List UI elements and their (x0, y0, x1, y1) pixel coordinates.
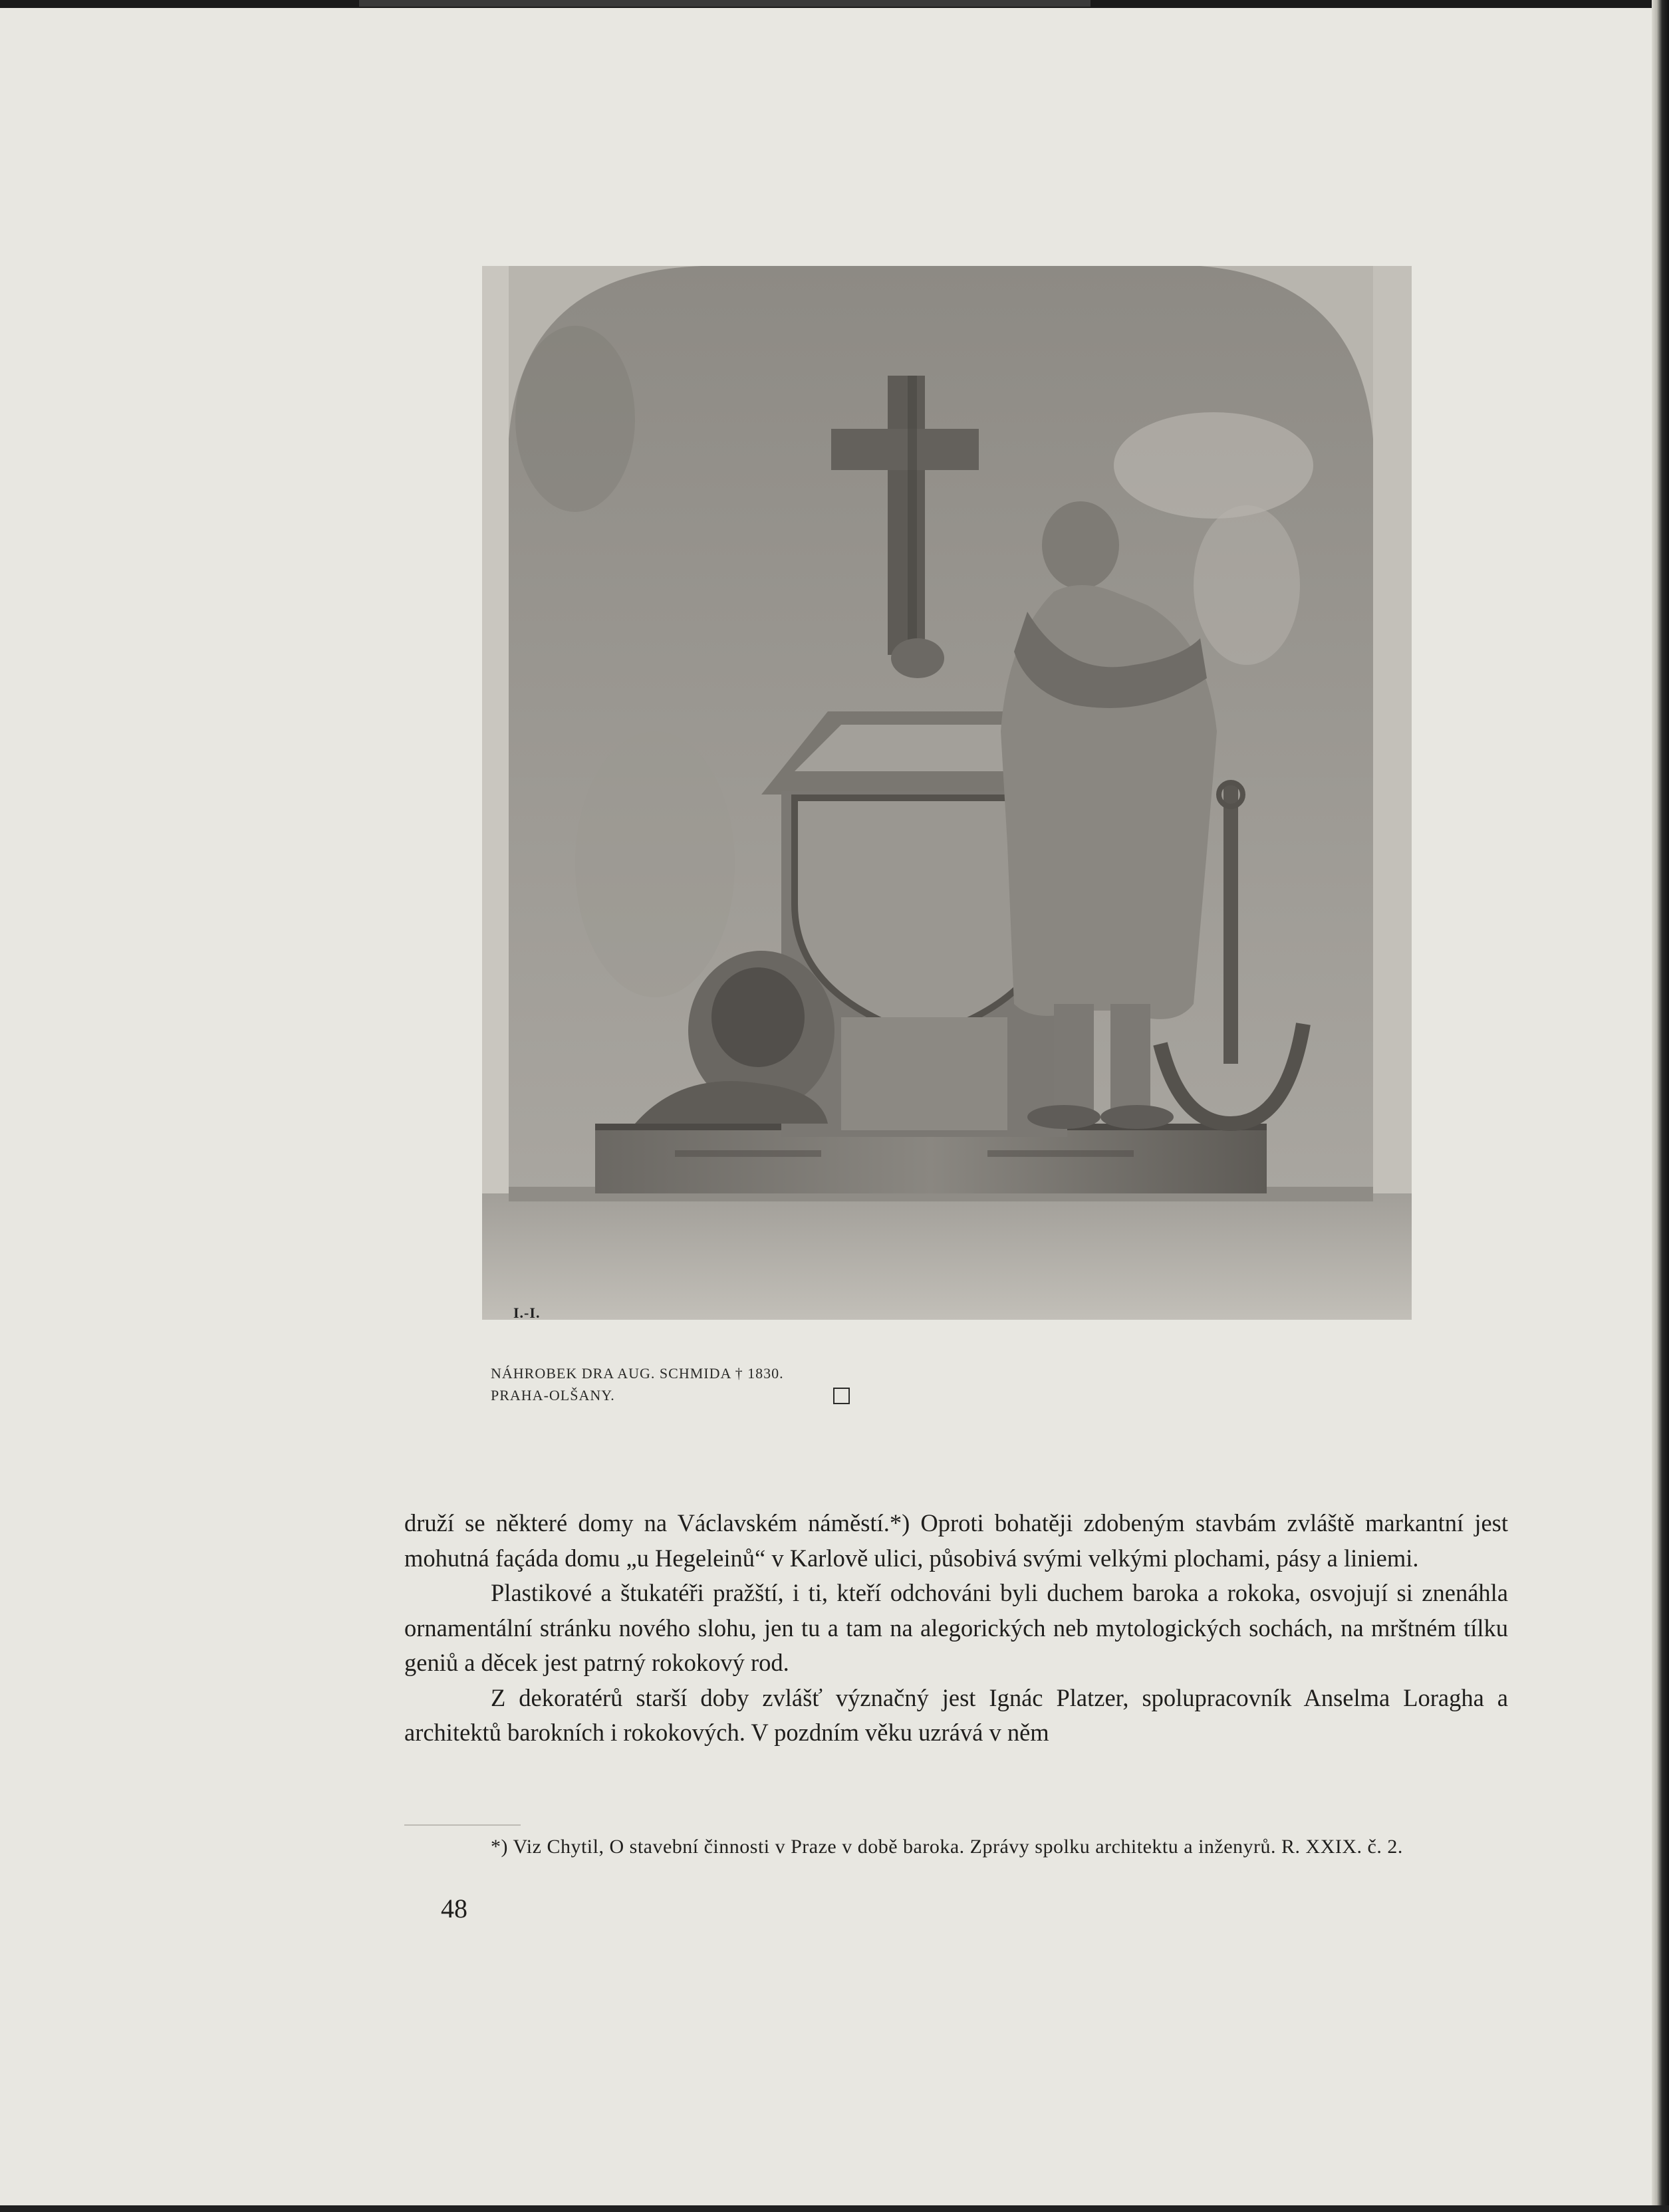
photo-corner-mark: I.-I. (513, 1304, 541, 1321)
paragraph: Z dekoratérů starší doby zvlášť význačný jest Ignác Platzer, spolupracovník Anselma Loragha a architektů barokních i rokokových. V pozdním věku uzrává v něm (404, 1683, 1508, 1746)
footnote (404, 1830, 1422, 1864)
paragraph: druží se některé domy na Václavském náměstí.*) Oproti bohatěji zdobeným stavbám zvláště markantní jest mohutná façáda domu „u Hegeleinů“ v Karlově ulici, působivá svými velkými plochami, pásy a liniemi. (404, 1509, 1508, 1572)
paragraph: Plastikové a štukatéři pražští, i ti, kteří odchováni byli duchem baroka a rokoka, osvojují si znenáhla ornamentální stránku nového slohu, jen tu a tam na alegorických neb mytologických sochách, na mrštném tílku geniů a děcek jest patrný rokokový rod. (404, 1579, 1508, 1676)
footnote-rule (404, 1824, 521, 1826)
page-binding-edge (1652, 0, 1669, 2212)
tomb-illustration (482, 266, 1412, 1320)
caption-line-1: NÁHROBEK DRA AUG. SCHMIDA † 1830. (491, 1365, 784, 1382)
page-top-edge (0, 0, 1669, 8)
body-text (404, 1506, 1508, 1751)
footnote-text: *) Viz Chytil, O stavební činnosti v Praze v době baroka. Zprávy spolku architektu a inženyrů. R. XXIX. č. 2. (491, 1836, 1403, 1858)
page-number: 48 (441, 1894, 467, 1923)
tomb-photograph (482, 266, 1412, 1320)
page-bottom-edge (0, 2205, 1669, 2212)
caption-line-2: PRAHA-OLŠANY. (491, 1387, 615, 1404)
figure-caption (491, 1362, 863, 1406)
caption-square-ornament (833, 1388, 850, 1404)
